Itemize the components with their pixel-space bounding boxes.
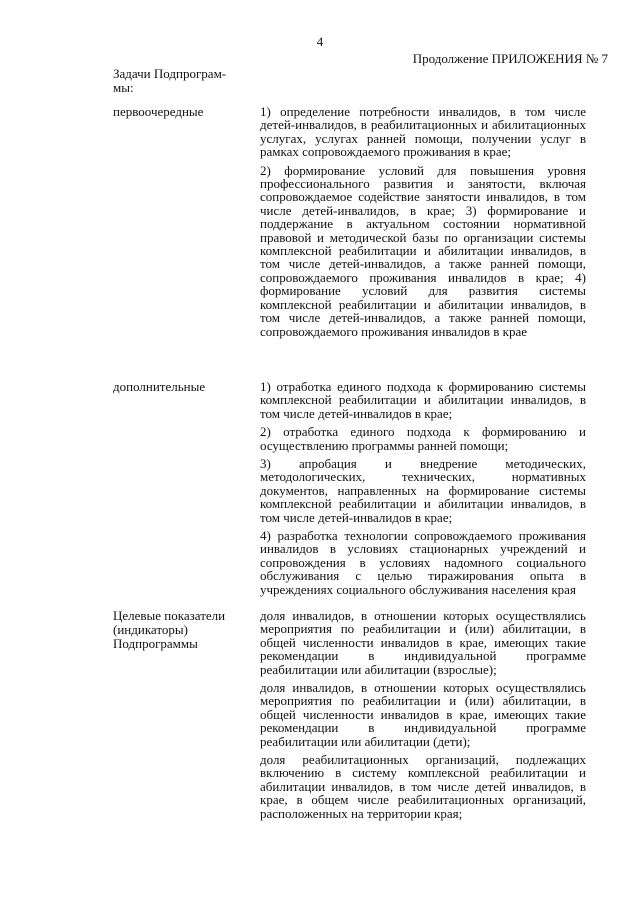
primary-tasks-list <box>260 105 586 343</box>
additional-tasks-list <box>260 380 586 601</box>
list-item: доля реабилитационных организаций, подлежащих включению в систему комплексной реабилитации и абилитации инвалидов, в том числе детей инвалидов, в крае, в общем числе реабилитационных организаций, расположенных на территории края; <box>260 752 586 821</box>
list-item: 1) отработка единого подхода к формированию системы комплексной реабилитации и абилитации инвалидов, в том числе детей-инвалидов в крае; <box>260 379 586 421</box>
primary-tasks-label: первоочередные <box>113 104 204 119</box>
additional-tasks-label: дополнительные <box>113 379 206 394</box>
target-indicators-label: Целевые показатели (индикаторы) Подпрограммы <box>113 608 226 651</box>
list-item: 2) формирование условий для повышения уровня профессионального развития и занятости, включая сопровождаемое содействие занятости инвалидов, в том числе детей-инвалидов, в крае; 3) формирование и поддержание в актуальном состоянии нормативной правовой и методической базы по организации системы комплексной реабилитации и абилитации инвалидов, в том числе детей-инвалидов, а также ранней помощи, сопровождаемого проживания инвалидов в крае; 4) формирование условий для развития системы комплексной реабилитации и абилитации инвалидов, в том числе детей-инвалидов, а также ранней помощи, сопровождаемого проживания инвалидов в крае <box>260 162 586 339</box>
page-number: 4 <box>316 34 324 49</box>
tasks-heading: Задачи Подпрограм- мы: <box>113 66 227 95</box>
list-item: 3) апробация и внедрение методических, методологических, технических, нормативных документов, направленных на формирование системы комплексной реабилитации и абилитации инвалидов, в том числе детей-инвалидов в крае; <box>260 456 586 525</box>
list-item: 2) отработка единого подхода к формированию и осуществлению программы ранней помощи; <box>260 424 586 453</box>
list-item: доля инвалидов, в отношении которых осуществлялись мероприятия по реабилитации и (или) абилитации, в общей численности инвалидов в крае, имеющих такие рекомендации в индивидуальной программе реабилитации или абилитации (взрослые); <box>260 608 586 677</box>
list-item: 4) разработка технологии сопровождаемого проживания инвалидов в условиях стационарных учреждений и сопровождения в условиях надомного социального обслуживания с целью тиражирования опыта в учреждениях социального обслуживания населения края <box>260 528 586 597</box>
list-item: 1) определение потребности инвалидов, в том числе детей-инвалидов, в реабилитационных и абилитационных услугах, услугах ранней помощи, получении услуг в рамках сопровождаемого проживания в крае; <box>260 104 586 160</box>
target-indicators-list <box>260 609 586 825</box>
list-item: доля инвалидов, в отношении которых осуществлялись мероприятия по реабилитации и (или) абилитации, в общей численности инвалидов в крае, имеющих такие рекомендации в индивидуальной программе реабилитации или абилитации (дети); <box>260 680 586 749</box>
appendix-continuation-label: Продолжение ПРИЛОЖЕНИЯ № 7 <box>412 51 608 66</box>
